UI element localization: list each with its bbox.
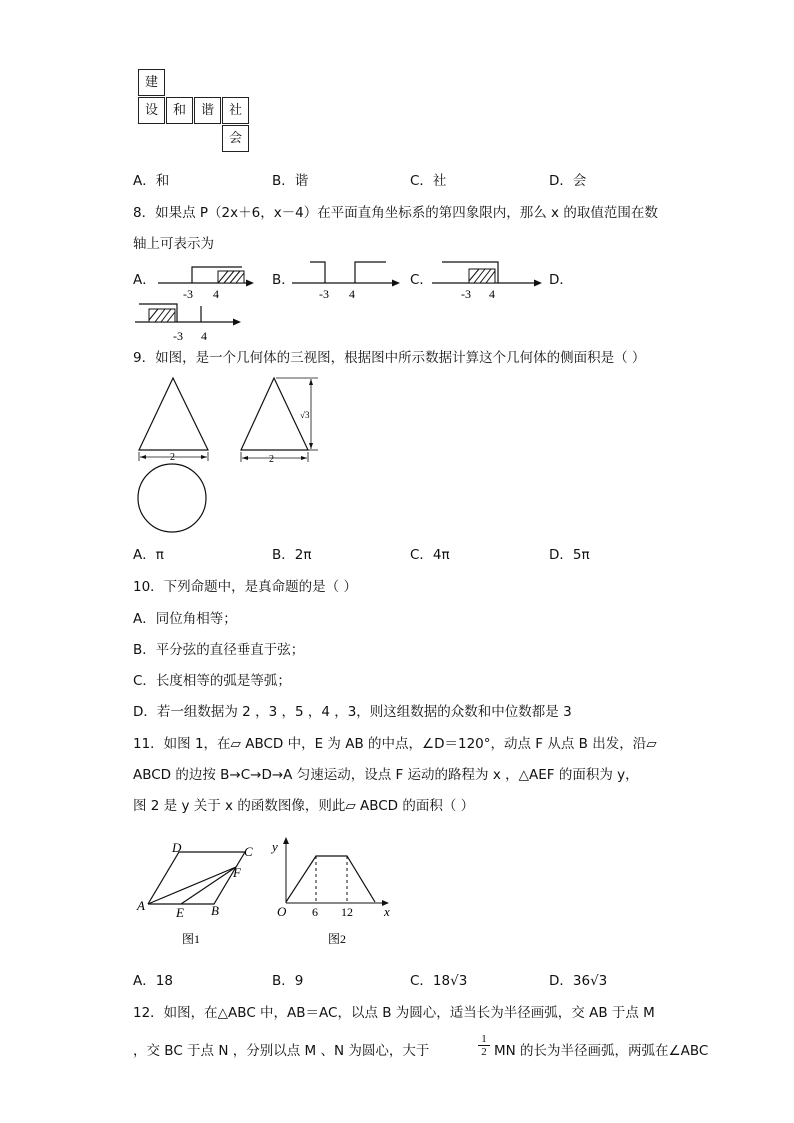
- q11-fig2-x-label: x: [384, 904, 390, 919]
- q12-stem-line2b: MN 的长为半径画弧，两弧在∠ABC: [494, 1043, 709, 1059]
- q11-fig2-tick-12: 12: [341, 905, 353, 919]
- q10-stem: 10．下列命题中，是真命题的是（ ）: [133, 579, 357, 595]
- q7-option-b: B．谐: [272, 173, 309, 189]
- q9-option-b: B．2π: [272, 547, 312, 563]
- net-cell-jian: 建: [138, 69, 165, 96]
- q11-fig2-caption: 图2: [328, 932, 347, 946]
- net-cell-xie: 谐: [194, 97, 221, 124]
- q8-numberline-d: [133, 298, 248, 344]
- q12-fraction: [478, 1033, 490, 1058]
- q11-option-a: A．18: [133, 973, 173, 989]
- q8-b-tick-left: -3: [319, 287, 329, 301]
- q9-option-c: C．4π: [410, 547, 450, 563]
- q8-d-tick-left: -3: [173, 329, 183, 343]
- q11-point-a: A: [137, 898, 145, 913]
- q11-fig2-y-label: y: [272, 839, 278, 854]
- q12-stem-line2a: ，交 BC 于点 N ，分别以点 M 、N 为圆心，大于: [133, 1043, 430, 1059]
- q8-numberline-c: [428, 258, 548, 302]
- q9-top-view: [136, 462, 210, 534]
- q11-fig2-origin: O: [277, 904, 287, 919]
- q8-d-tick-right: 4: [201, 329, 207, 343]
- q10-option-b: B．平分弦的直径垂直于弦；: [133, 642, 305, 658]
- q12-fraction-numerator: 1: [478, 1033, 490, 1046]
- q11-fig2-tick-6: 6: [312, 905, 318, 919]
- q11-point-e: E: [176, 905, 184, 920]
- q10-option-a: A．同位角相等；: [133, 611, 237, 627]
- q8-b-tick-right: 4: [349, 287, 355, 301]
- q11-point-b: B: [211, 903, 219, 918]
- q8-c-tick-left: -3: [461, 287, 471, 301]
- q8-option-d-label: D．: [549, 272, 573, 288]
- q11-stem-line1: 11．如图 1，在▱ ABCD 中，E 为 AB 的中点，∠D＝120°，动点 F 从点 B 出发，沿▱: [133, 736, 657, 752]
- q12-stem-line1: 12．如图，在△ABC 中，AB＝AC，以点 B 为圆心，适当长为半径画弧，交 AB 于点 M: [133, 1005, 655, 1021]
- q8-stem-line2: 轴上可表示为: [133, 236, 214, 252]
- q8-numberline-b: [288, 258, 403, 302]
- q12-fraction-denominator: 2: [481, 1046, 487, 1058]
- q7-option-d: D．会: [549, 173, 587, 189]
- q11-figure-1: [136, 838, 266, 950]
- q10-option-d: D．若一组数据为 2 ，3 ，5 ，4 ，3，则这组数据的众数和中位数都是 3: [133, 704, 572, 720]
- q7-option-a: A．和: [133, 173, 170, 189]
- q11-fig1-caption: 图1: [182, 932, 201, 946]
- q9-side-view: [238, 376, 328, 468]
- q8-option-b-label: B．: [272, 272, 295, 288]
- q8-option-c-label: C．: [410, 272, 433, 288]
- q8-numberline-a: [150, 258, 260, 302]
- q11-point-f: F: [233, 865, 241, 880]
- q9-height-label: √3: [300, 410, 310, 420]
- q9-front-width: 2: [170, 452, 175, 463]
- q11-figure-2: [268, 836, 398, 950]
- q8-a-tick-left: -3: [183, 287, 193, 301]
- q9-option-a: A．π: [133, 547, 164, 563]
- q11-stem-line2: ABCD 的边按 B→C→D→A 匀速运动，设点 F 运动的路程为 x ，△AEF 的面积为 y，: [133, 767, 639, 783]
- q7-option-c: C．社: [410, 173, 447, 189]
- net-cell-she2: 社: [222, 97, 249, 124]
- net-cell-he: 和: [166, 97, 193, 124]
- q9-side-width: 2: [269, 454, 274, 465]
- q10-option-c: C．长度相等的弧是等弧；: [133, 673, 291, 689]
- q8-c-tick-right: 4: [489, 287, 495, 301]
- q9-option-d: D．5π: [549, 547, 590, 563]
- q11-stem-line3: 图 2 是 y 关于 x 的函数图像，则此▱ ABCD 的面积（ ）: [133, 798, 475, 814]
- q11-option-d: D．36√3: [549, 973, 608, 989]
- net-cell-she: 设: [138, 97, 165, 124]
- q9-stem: 9．如图，是一个几何体的三视图，根据图中所示数据计算这个几何体的侧面积是（ ）: [133, 350, 646, 366]
- q9-front-view: [136, 376, 212, 466]
- q11-point-c: C: [244, 844, 253, 859]
- q8-a-tick-right: 4: [213, 287, 219, 301]
- net-cell-hui: 会: [222, 125, 249, 152]
- q8-stem-line1: 8．如果点 P（2x＋6，x－4）在平面直角坐标系的第四象限内，那么 x 的取值范围在数: [133, 205, 658, 221]
- q11-option-b: B．9: [272, 973, 304, 989]
- q8-option-a-label: A．: [133, 272, 156, 288]
- q11-option-c: C．18√3: [410, 973, 468, 989]
- q11-point-d: D: [172, 840, 182, 855]
